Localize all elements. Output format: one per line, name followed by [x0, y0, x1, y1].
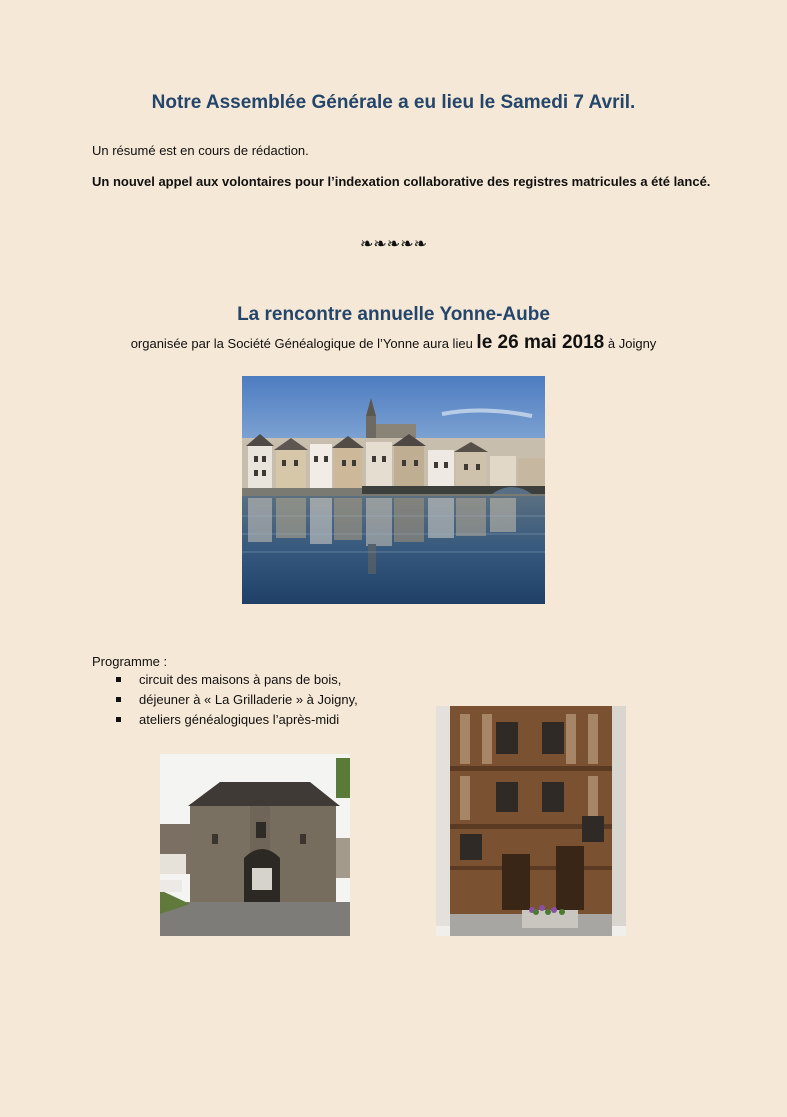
programme-list — [114, 671, 358, 731]
meeting-subtitle-text: organisée par la Société Généalogique de l’Yonne aura lieu — [130, 336, 473, 351]
half-timbered-house-photo — [436, 706, 626, 936]
list-item: circuit des maisons à pans de bois, — [114, 671, 358, 691]
programme-label: Programme : — [92, 654, 168, 669]
list-item: déjeuner à « La Grilladerie » à Joigny, — [114, 691, 358, 711]
meeting-heading: La rencontre annuelle Yonne-Aube — [237, 304, 550, 325]
assembly-heading: Notre Assemblée Générale a eu lieu le Samedi 7 Avril. — [151, 92, 636, 113]
summary-note: Un résumé est en cours de rédaction. — [92, 143, 309, 158]
list-item: ateliers généalogiques l’après-midi — [114, 711, 358, 731]
gate-tower-photo — [160, 754, 350, 936]
town-river-photo — [242, 376, 545, 604]
meeting-subtitle — [0, 332, 787, 354]
decorative-divider: ❧❧❧❧❧ — [359, 234, 428, 253]
meeting-date: le 26 mai 2018 — [476, 332, 605, 353]
meeting-place: à Joigny — [607, 336, 657, 351]
volunteer-call: Un nouvel appel aux volontaires pour l’indexation collaborative des registres matricules a été lancé. — [92, 174, 711, 189]
